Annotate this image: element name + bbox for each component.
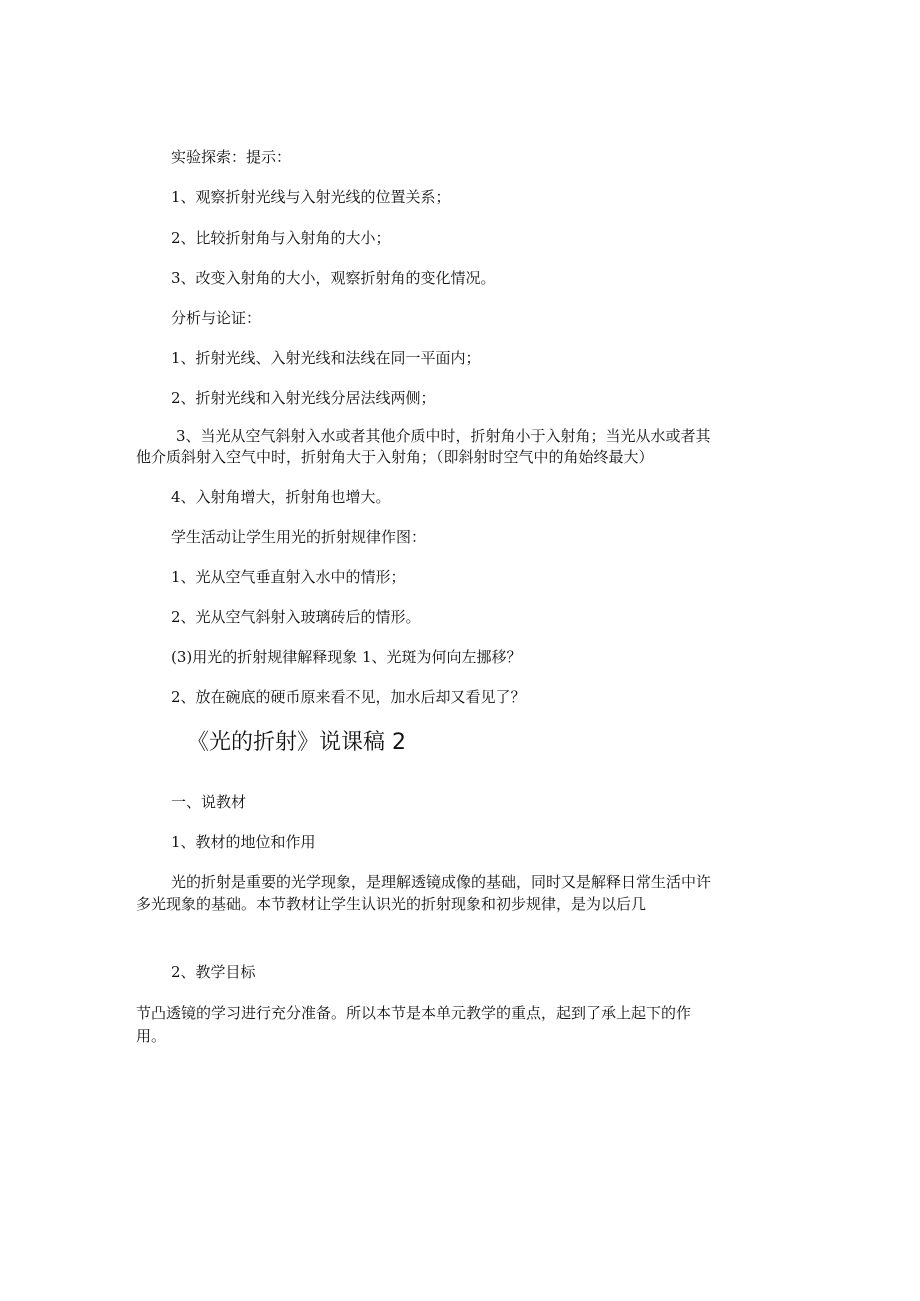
- activity-label: 学生活动让学生用光的折射规律作图：: [171, 528, 427, 546]
- exploration-item-1: 1、观察折射光线与入射光线的位置关系；: [171, 188, 451, 206]
- activity-item-2: 2、光从空气斜射入玻璃砖后的情形。: [171, 608, 421, 626]
- analysis-item-3-line-2: 他介质斜射入空气中时，折射角大于入射角；（即斜射时空气中的角始终最大）: [136, 448, 654, 466]
- analysis-item-2: 2、折射光线和入射光线分居法线两侧；: [171, 389, 436, 407]
- paragraph-goals-line-2: 用。: [136, 1027, 167, 1045]
- section-heading-textbook: 一、说教材: [171, 793, 247, 811]
- paragraph-role-line-1: 光的折射是重要的光学现象，是理解透镜成像的基础，同时又是解释日常生活中许: [171, 873, 712, 891]
- subsection-heading-goals: 2、教学目标: [171, 963, 256, 981]
- activity-item-1: 1、光从空气垂直射入水中的情形；: [171, 568, 406, 586]
- exploration-item-2: 2、比较折射角与入射角的大小；: [171, 229, 391, 247]
- exploration-label: 实验探索：提示：: [171, 148, 292, 166]
- phenomenon-question-2: 2、放在碗底的硬币原来看不见，加水后却又看见了？: [171, 688, 526, 706]
- analysis-item-3-line-1: 3、当光从空气斜射入水或者其他介质中时，折射角小于入射角；当光从水或者其: [176, 427, 711, 445]
- phenomenon-question-1: (3)用光的折射规律解释现象 1、光斑为何向左挪移？: [171, 648, 522, 666]
- paragraph-goals-line-1: 节凸透镜的学习进行充分准备。所以本节是本单元教学的重点，起到了承上起下的作: [136, 1004, 692, 1022]
- exploration-item-3: 3、改变入射角的大小，观察折射角的变化情况。: [171, 269, 496, 287]
- analysis-item-1: 1、折射光线、入射光线和法线在同一平面内；: [171, 349, 481, 367]
- subsection-heading-role: 1、教材的地位和作用: [171, 833, 316, 851]
- analysis-item-4: 4、入射角增大，折射角也增大。: [171, 488, 391, 506]
- document-title: 《光的折射》说课稿 2: [187, 730, 406, 755]
- analysis-label: 分析与论证：: [171, 309, 262, 327]
- paragraph-role-line-2: 多光现象的基础。本节教材让学生认识光的折射现象和初步规律，是为以后几: [136, 895, 647, 913]
